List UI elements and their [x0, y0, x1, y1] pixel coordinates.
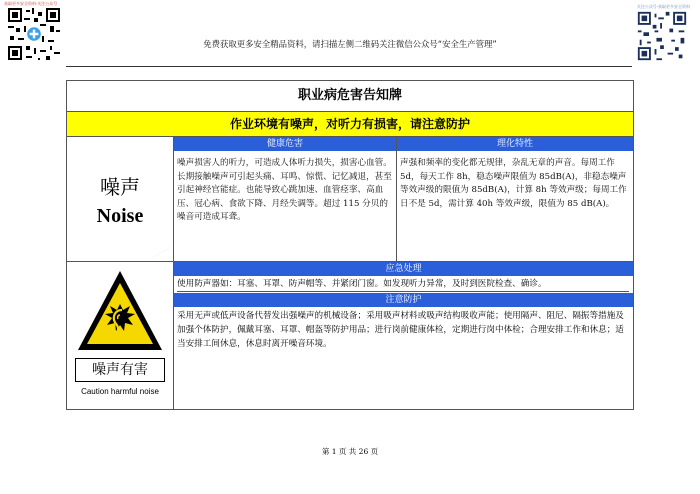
- health-hazard-text: 噪声损害人的听力，可造成人体听力损失，损害心血管。长期接触噪声可引起头痛、耳鸣、惊慌、记忆减退，甚至引起神经官能症。也能导致心跳加速、血管痉挛、高血压、冠心病、食欲下降、月经失调等。超过 115 分贝的噪音可造成耳聋。: [177, 158, 392, 222]
- warning-sign-cell: [67, 262, 174, 410]
- watermark: ··················: [150, 244, 173, 261]
- column-divider: [396, 137, 397, 261]
- emergency-text: 使用防声器如：耳塞、耳罩、防声帽等、并紧闭门窗。如发现听力异常，及时到医院检查、确诊。: [177, 277, 629, 292]
- hazard-name-cn: 噪声: [100, 175, 140, 199]
- noise-warning-triangle-icon: [75, 268, 165, 354]
- physical-properties-header: 理化特性: [397, 137, 633, 151]
- emergency-header: 应急处理: [174, 262, 633, 276]
- hazard-notice-board: [66, 80, 634, 410]
- hazard-name-en: Noise: [96, 205, 144, 227]
- warning-sign-label-cn: 噪声有害: [75, 358, 165, 382]
- qr-right-caption: 关注公众号·获取更多安全资料: [636, 4, 690, 9]
- physical-properties-text: 声强和频率的变化都无规律，杂乱无章的声音。每周工作 5d，每天工作 8h，稳态噪声限值为 85dB(A)，非稳态噪声等效声级的限值为 85dB(A)，计算 8h 等效声级；每周工作日不是 5d，需计算 40h 等效声级，限值为 85 dB(A)。: [400, 158, 627, 209]
- hazard-info-row: [67, 137, 633, 262]
- prevention-header: 注意防护: [174, 293, 633, 307]
- qr-left-caption: 获取更多安全资料·关注公众号: [4, 1, 58, 6]
- header-divider: [66, 66, 632, 67]
- warning-sign-label-en: Caution harmful noise: [81, 387, 159, 396]
- prevention-text: 采用无声或低声设备代替发出强噪声的机械设备；采用吸声材料或吸声结构吸收声能；使用隔声、阻尼、隔振等措施及加强个体防护，佩戴耳塞、耳罩、帽盔等防护用品；进行岗前健康体检，定期进行岗中体检；合理安排工作和休息；适当安排工间休息，休息时离开噪音环境。: [177, 311, 624, 349]
- board-title: 职业病危害告知牌: [67, 81, 633, 112]
- qr-code-left-icon: [6, 6, 62, 62]
- health-hazard-header: 健康危害: [174, 137, 396, 151]
- response-row: [67, 262, 633, 410]
- page-number: 第 1 页 共 26 页: [321, 447, 379, 456]
- header-note: 免费获取更多安全精品资料，请扫描左侧二维码关注微信公众号“安全生产管理”: [203, 39, 497, 49]
- hazard-name-cell: [67, 137, 174, 261]
- board-warning: 作业环境有噪声，对听力有损害，请注意防护: [67, 112, 633, 137]
